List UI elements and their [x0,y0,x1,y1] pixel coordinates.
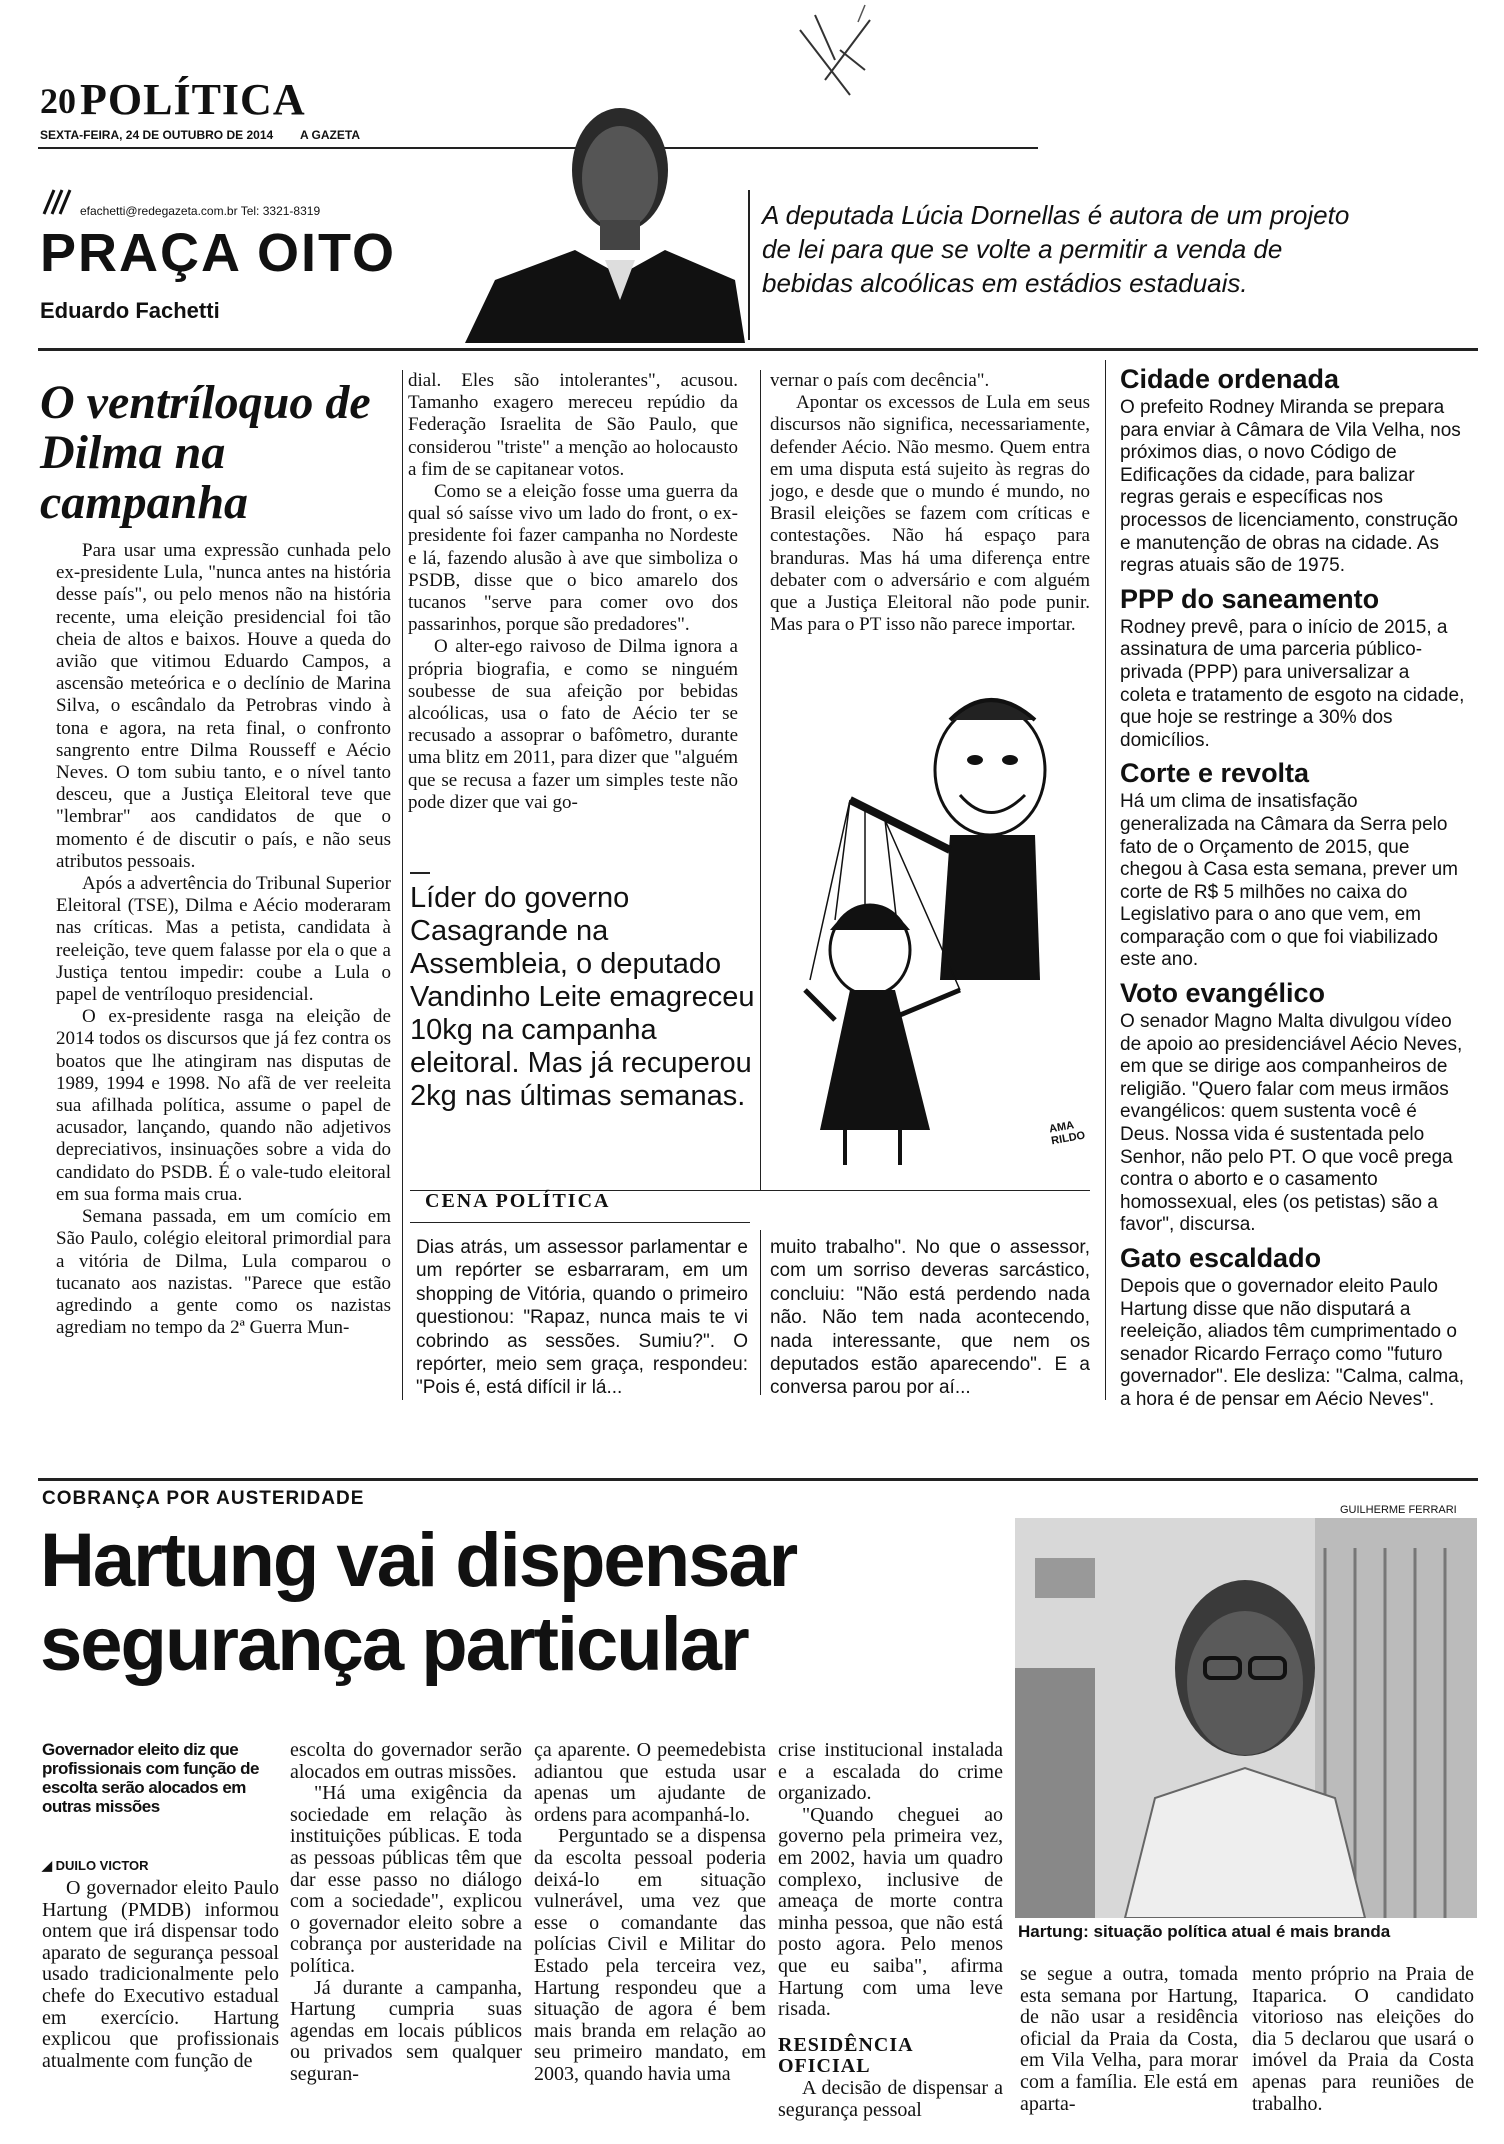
paragraph: O alter-ego raivoso de Dilma ignora a própria biografia, e como se ninguém soubesse de sua afeição por bebidas alcoólicas, usa o fato de Aécio ter se recusado a assoprar o bafômetro, durante uma blitz em 2011, para dizer que "alguém que se recusa a fazer um simples teste não pode dizer que vai go- [408,636,738,813]
paragraph: O ex-presidente rasga na eleição de 2014 todos os discursos que já fez contra os boatos que lhe atingiram nas disputas de 1989, 1994 e 1998. No afã de ver reeleita sua afilhada política, assume o papel de acusador, lançando, quando não adjetivos depreciativos, insinuações sobre a vida do candidato do PSDB. É o vale-tudo eleitoral em sua forma mais crua. [56,1006,391,1205]
column-logo-icon [40,186,74,216]
story-photo [1015,1518,1477,1918]
note-heading: Voto evangélico [1120,978,1326,1009]
story-headline-line1: Hartung vai dispensar [40,1518,797,1603]
sidebar-note [1120,364,1465,578]
byline-arrow-icon: ◢ [42,1858,56,1873]
main-article-col3 [770,370,1090,636]
paragraph: vernar o país com decência". [770,370,990,391]
story-col4 [778,1740,1003,2121]
cena-politica-label: CENA POLÍTICA [425,1190,611,1212]
note-text: Há um clima de insatisfação generalizada na Câmara da Serra pelo fato de o Orçamento de 2015, que chegou à Casa esta semana, prever um corte de R$ 5 milhões no caixa do Legislativo para o ano que vem, em comparação com o que foi viabilizado este ano. [1120,791,1458,971]
story-col6 [1252,1964,1474,2115]
cena-divider [760,1230,761,1395]
column-author: Eduardo Fachetti [40,298,220,323]
sidebar-note [1120,584,1465,753]
story-headline-line2: segurança particular [40,1602,748,1687]
paragraph: Para usar uma expressão cunhada pelo ex-presidente Lula, "nunca antes na história desse país", ou pelo menos não na história recente, uma eleição presidencial foi tão cheia de altos e baixos. Houve a queda do avião que vitimou Eduardo Campos, a ascensão meteórica e o declínio de Marina Silva, o escândalo da Petrobras vindo à tona e agora, na reta final, o confronto sangrento entre Dilma Rousseff e Aécio Neves. O tom subiu tanto, e o nível tanto desceu, que a Justiça Eleitoral teve que "lembrar" aos candidatos de que o momento é de discutir o país, e não seus atributos pessoais. [56,540,391,872]
sidebar-note [1120,758,1465,972]
story-col2 [290,1740,522,2086]
sidebar-divider [1105,360,1106,1400]
note-heading: Gato escaldado [1120,1243,1322,1273]
story-summary: Governador eleito diz que profissionais com função de escolta serão alocados em outras missões [42,1740,259,1816]
paragraph: "Quando cheguei ao governo pela primeira vez, em 2002, havia um quadro complexo, inclusive de ameaça de morte contra minha pessoa, que não está posto agora. Pelo menos que eu saiba", afirma Hartung com uma leve risada. [778,1803,1003,2021]
pull-quote: Líder do governo Casagrande na Assembleia, o deputado Vandinho Leite emagreceu 10kg na campanha eleitoral. Mas já recuperou 2kg nas últimas semanas. [410,882,755,1112]
cena-rule-mid [410,1222,750,1223]
note-heading: PPP do saneamento [1120,583,1380,614]
paragraph: A decisão de dispensar a segurança pessoal [778,2076,1003,2121]
paragraph: crise institucional instalada e a escalada do crime organizado. [778,1739,1003,1805]
column-rule [760,370,761,1190]
story-kicker: COBRANÇA POR AUSTERIDADE [42,1488,365,1509]
cena-politica-col2: muito trabalho". No que o assessor, com um sorriso deveras sarcástico, concluiu: "Não está perdendo nada não. Não tem nada acontecendo, nada interessante, que nem os deputados estão aparecendo". E a conversa parou por aí... [770,1237,1090,1399]
page-number: 20 [40,81,76,121]
story-subhead: RESIDÊNCIA OFICIAL [778,2033,914,2078]
paragraph: se segue a outra, tomada esta semana por Hartung, de não usar a residência oficial da Praia da Costa, em Vila Velha, para morar com a família. Ele está em aparta- [1020,1963,1238,2115]
header-bottom-rule [38,348,1478,351]
story-col5 [1020,1964,1238,2115]
main-article-col2 [408,370,738,814]
section-title: POLÍTICA [80,75,306,124]
main-article-col1 [56,540,391,1339]
column-contact: efachetti@redegazeta.com.br Tel: 3321-8319 [80,204,321,218]
note-heading: Corte e revolta [1120,758,1310,789]
bottom-story-rule [38,1478,1478,1481]
note-text: O senador Magno Malta divulgou vídeo de apoio ao presidenciável Aécio Neves, em que se dirige aos companheiros de religião. "Quero falar com meus irmãos evangélicos: quem sustenta você é Deus. Nossa vida é sustentada pelo Senhor, não pelo PT. O que você prega contra o aborto e o casamento homossexual, eles (os petistas) são a favor", discursa. [1120,1011,1463,1236]
paragraph: Apontar os excessos de Lula em seus discursos não significa, necessariamente, defender Aécio. Não mesmo. Quem entra em uma disputa está sujeito às regras do jogo, e desde que o mundo é mundo, no Brasil eleições se fazem com críticas e contestações. Não há espaço para branduras. Mas há uma diferença entre debater com o adversário e com alguém que a Justiça Eleitoral não pode punir. Mas para o PT isso não parece importar. [770,392,1090,636]
paragraph: "Há uma exigência da sociedade em relação às instituições públicas. E toda as pessoas públicas têm que dar esse passo no diálogo com a sociedade", explicou o governador eleito sobre a cobrança por austeridade na política. [290,1782,522,1977]
paragraph: ça aparente. O peemedebista adiantou que estuda usar apenas um ajudante de ordens para acompanhá-lo. [534,1739,766,1826]
byline-name: DUILO VICTOR [55,1858,149,1873]
paragraph: Perguntado se a dispensa da escolta pessoal poderia deixá-lo em situação vulnerável, uma vez que esse o comandante das polícias Civil e Militar do Estado pela terceira vez, Hartung respondeu que a situação de agora é bem mais branda em relação ao seu primeiro mandato, em 2003, quando havia uma [534,1825,766,2085]
column-rule [402,370,403,1400]
cartoon-illustration [790,660,1090,1180]
pull-quote-mark [410,872,430,874]
cena-politica-col1: Dias atrás, um assessor parlamentar e um repórter se esbarraram, em um shopping de Vitória, quando o primeiro questionou: "Rapaz, nunca mais te vi cobrindo as sessões. Sumiu?". O repórter, meio sem graça, respondeu: "Pois é, está difícil ir lá... [416,1237,748,1399]
byline [42,1858,149,1874]
photo-caption: Hartung: situação política atual é mais branda [1018,1922,1391,1941]
paper-name: A GAZETA [300,128,360,142]
sidebar-notes [1120,364,1465,1418]
paragraph: Como se a eleição fosse uma guerra da qual só saísse vivo um lado do front, o ex-presidente foi fazer campanha no Nordeste e lá, fazendo alusão à ave que simboliza o PSDB, disse que o bico amarelo dos tucanos "serve para comer ovo dos passarinhos, porque são predadores". [408,481,738,636]
paragraph: mento próprio na Praia de Itaparica. O candidato vitorioso nas eleições do dia 5 declarou que usará o imóvel da Praia da Costa apenas para reuniões de trabalho. [1252,1963,1474,2115]
paragraph: escolta do governador serão alocados em outras missões. [290,1739,522,1783]
story-col1 [42,1878,279,2072]
cartoon-signature: AMA RILDO [1048,1119,1087,1148]
note-text: Depois que o governador eleito Paulo Hartung disse que não disputará a reeleição, aliados têm cumprimentado o senador Ricardo Ferraço como "futuro governador". Ele desliza: "Calma, calma, a hora é de pensar em Aécio Neves". [1120,1276,1465,1410]
photo-credit: GUILHERME FERRARI [1340,1504,1457,1516]
paragraph: Semana passada, em um comício em São Paulo, colégio eleitoral primordial para a vitória de Dilma, Lula comparou o tucanato aos nazistas. "Parece que estão agredindo a gente como os nazistas agrediam no tempo da 2ª Guerra Mun- [56,1206,391,1339]
edition-date: SEXTA-FEIRA, 24 DE OUTUBRO DE 2014 [40,128,274,142]
header-divider [748,190,750,340]
column-title: PRAÇA OITO [40,223,397,283]
paragraph: Já durante a campanha, Hartung cumpria suas agendas em locais públicos ou privados sem qualquer seguran- [290,1976,522,2085]
sidebar-note [1120,1243,1465,1412]
main-headline: O ventríloquo de Dilma na campanha [40,376,371,529]
columnist-photo [455,100,745,343]
column-highlight: A deputada Lúcia Dornellas é autora de um projeto de lei para que se volte a permitir a venda de bebidas alcoólicas em estádios estaduais. [762,200,1350,298]
story-col3 [534,1740,766,2086]
sidebar-note [1120,978,1465,1237]
paragraph: O governador eleito Paulo Hartung (PMDB) informou ontem que irá dispensar todo aparato de segurança pessoal usado tradicionalmente pelo chefe do Executivo estadual em exercício. Hartung explicou que profissionais atualmente com função de [42,1877,279,2072]
note-text: Rodney prevê, para o início de 2015, a assinatura de uma parceria público-privada (PPP) para universalizar a coleta e tratamento de esgoto na cidade, que hoje se restringe a 30% dos domicílios. [1120,616,1465,751]
pen-scribble-icon [780,0,890,110]
paragraph: dial. Eles são intolerantes", acusou. Tamanho exagero mereceu repúdio da Federação Israelita de São Paulo, que considerou "triste" a menção ao holocausto a fim de se capitanear votos. [408,370,738,480]
note-heading: Cidade ordenada [1120,364,1340,394]
paragraph: Após a advertência do Tribunal Superior Eleitoral (TSE), Dilma e Aécio moderaram nas críticas. Mas a petista, candidata à reeleição, teve quem falasse por ela o que a Justiça tentou impedir: coube a Lula o papel de ventríloquo presidencial. [56,873,391,1006]
note-text: O prefeito Rodney Miranda se prepara para enviar à Câmara de Vila Velha, nos próximos dias, o novo Código de Edificações da cidade, para balizar regras gerais e específicas nos processos de licenciamento, construção e manutenção de obras na cidade. As regras atuais são de 1975. [1120,397,1461,577]
